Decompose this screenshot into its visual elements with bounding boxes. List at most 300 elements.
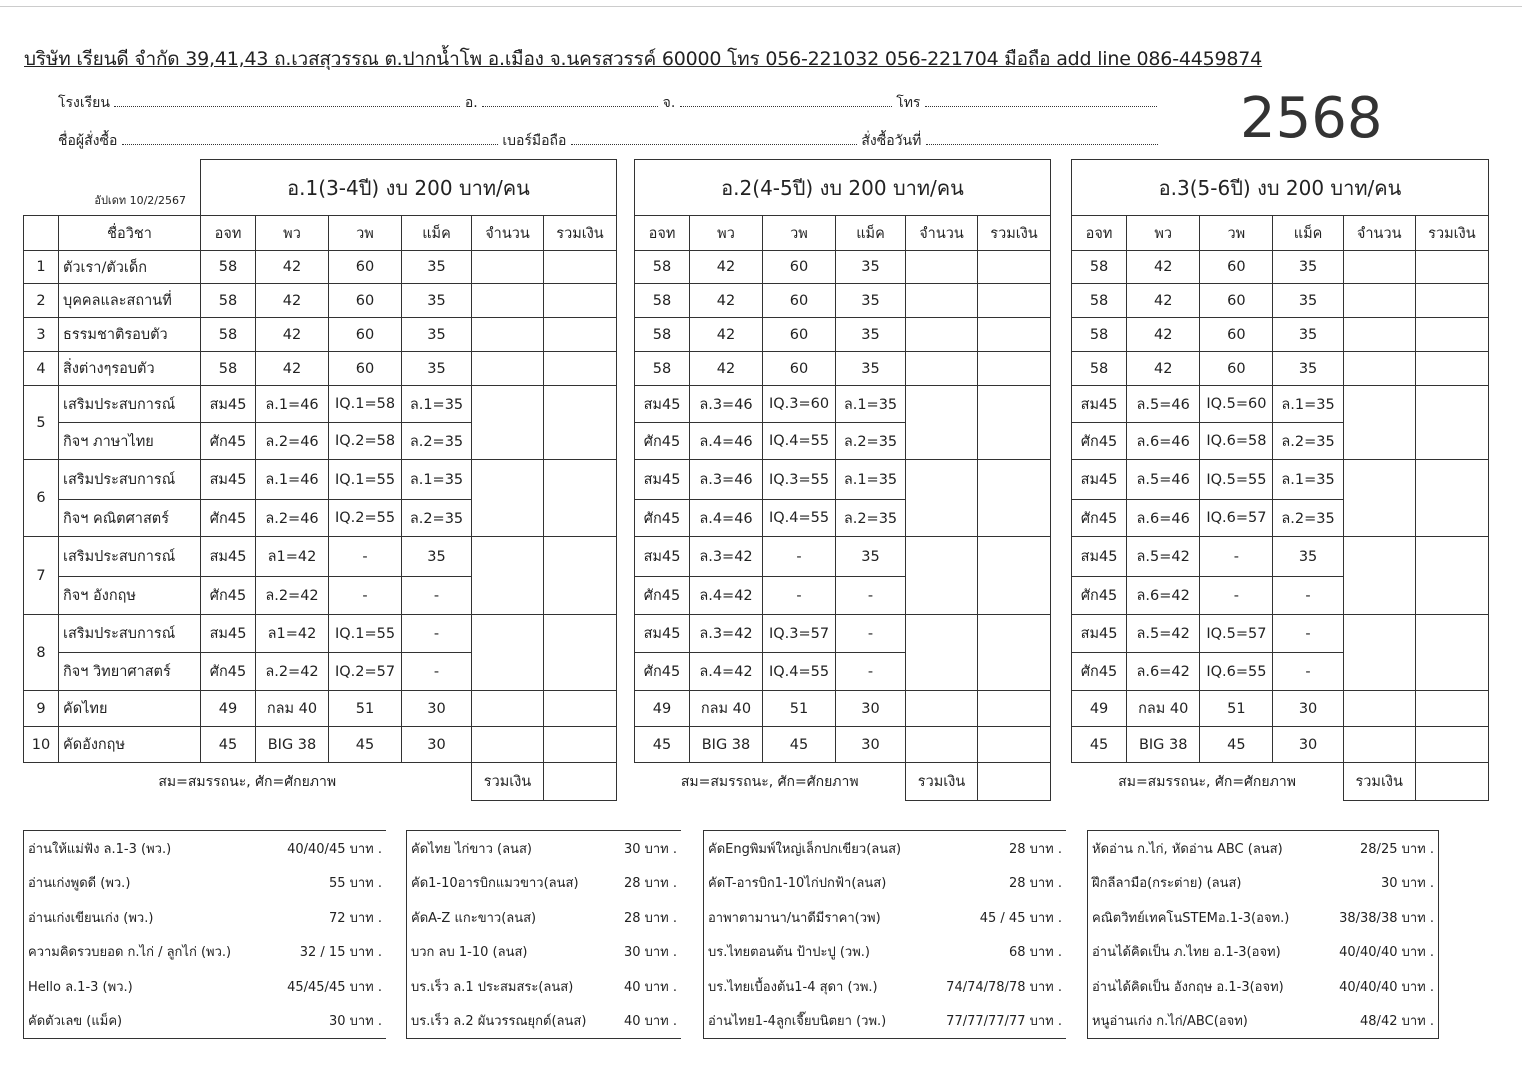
book-name: อ่านไทย1-4ลูกเจี๊ยบนิตยา (วพ.) bbox=[708, 1014, 887, 1030]
price-cell: สม45 bbox=[201, 537, 256, 577]
price-cell: ล.5=42 bbox=[1127, 615, 1200, 653]
book-item bbox=[24, 866, 386, 901]
total-input[interactable] bbox=[1415, 251, 1488, 284]
subject-number: 2 bbox=[24, 284, 59, 318]
price-cell: ล.2=46 bbox=[256, 500, 329, 537]
price-cell: ล.1=35 bbox=[1273, 386, 1343, 423]
price-cell: 42 bbox=[690, 284, 763, 318]
legend: สม=สมรรถนะ, ศัก=ศักยภาพ bbox=[680, 773, 859, 790]
quantity-input[interactable] bbox=[472, 615, 544, 691]
price-cell: 42 bbox=[256, 284, 329, 318]
price-cell: - bbox=[1200, 577, 1273, 615]
book-item bbox=[704, 969, 1066, 1004]
total-input[interactable] bbox=[544, 284, 617, 318]
price-cell: 60 bbox=[763, 352, 836, 386]
date-label: สั่งซื้อวันที่ bbox=[861, 133, 922, 149]
quantity-input[interactable] bbox=[1343, 691, 1415, 727]
total-input[interactable] bbox=[978, 460, 1051, 537]
book-name: อาพาตามานา/นาดีมีราคา(วพ) bbox=[708, 910, 881, 926]
quantity-input[interactable] bbox=[906, 386, 978, 460]
price-cell: 45 bbox=[329, 727, 402, 763]
price-cell: 35 bbox=[836, 251, 906, 284]
price-cell: IQ.5=57 bbox=[1200, 615, 1273, 653]
book-price: 28 บาท . bbox=[624, 907, 677, 928]
subject-name: ธรรมชาติรอบตัว bbox=[59, 318, 201, 352]
price-cell: ล.5=46 bbox=[1127, 386, 1200, 423]
price-cell: ล1=42 bbox=[256, 537, 329, 577]
book-price: 40/40/45 บาท . bbox=[287, 838, 382, 859]
book-name: บร.ไทยเบื้องต้น1-4 สุดา (วพ.) bbox=[708, 979, 878, 995]
school-label: โรงเรียน bbox=[58, 95, 110, 111]
price-cell: IQ.1=55 bbox=[329, 615, 402, 653]
quantity-input[interactable] bbox=[906, 460, 978, 537]
order-info-line-2 bbox=[58, 130, 1158, 152]
price-cell: ล.1=35 bbox=[836, 460, 906, 500]
book-item bbox=[407, 935, 681, 970]
price-cell: 42 bbox=[256, 251, 329, 284]
price-cell: 60 bbox=[1200, 251, 1273, 284]
price-cell: สม45 bbox=[1072, 386, 1127, 423]
quantity-input[interactable] bbox=[1343, 352, 1415, 386]
order-table-level-1 bbox=[23, 159, 617, 801]
price-cell: 35 bbox=[1273, 352, 1343, 386]
book-name: ฝึกลีลามือ(กระต่าย) (ลนส) bbox=[1092, 876, 1242, 892]
buyer-field[interactable] bbox=[122, 130, 498, 145]
price-cell: BIG 38 bbox=[690, 727, 763, 763]
price-cell: ล.1=35 bbox=[1273, 460, 1343, 500]
book-item bbox=[1088, 935, 1438, 970]
price-cell: ล.5=42 bbox=[1127, 537, 1200, 577]
total-input[interactable] bbox=[544, 460, 617, 537]
price-cell: 58 bbox=[635, 284, 690, 318]
price-cell: สม45 bbox=[1072, 537, 1127, 577]
subject-name: เสริมประสบการณ์ bbox=[59, 460, 201, 500]
book-name: หัดอ่าน ก.ไก่, หัดอ่าน ABC (ลนส) bbox=[1092, 841, 1283, 857]
price-cell: 49 bbox=[1072, 691, 1127, 727]
price-cell: สม45 bbox=[201, 386, 256, 423]
book-name: หนูอ่านเก่ง ก.ไก่/ABC(อจท) bbox=[1092, 1014, 1248, 1030]
quantity-input[interactable] bbox=[472, 460, 544, 537]
book-list-4 bbox=[1087, 830, 1439, 1039]
book-price: 77/77/77/77 บาท . bbox=[946, 1010, 1062, 1031]
book-name: คัดA-Z แกะขาว(ลนส) bbox=[411, 910, 537, 926]
price-cell: 60 bbox=[763, 318, 836, 352]
price-cell: 35 bbox=[836, 318, 906, 352]
price-cell: 42 bbox=[690, 318, 763, 352]
price-cell: ล.3=46 bbox=[690, 460, 763, 500]
total-input[interactable] bbox=[544, 615, 617, 691]
price-cell: - bbox=[1273, 615, 1343, 653]
sum-label: รวมเงิน bbox=[1343, 763, 1415, 801]
price-cell: ศัก45 bbox=[635, 577, 690, 615]
price-cell: 58 bbox=[1072, 352, 1127, 386]
total-input[interactable] bbox=[544, 691, 617, 727]
price-cell: IQ.2=58 bbox=[329, 423, 402, 460]
book-name: อ่านได้คิดเป็น ภ.ไทย อ.1-3(อจท) bbox=[1092, 945, 1281, 961]
price-cell: ศัก45 bbox=[635, 500, 690, 537]
book-item bbox=[24, 935, 386, 970]
column-header-pub2: พว bbox=[690, 216, 763, 251]
quantity-input[interactable] bbox=[906, 352, 978, 386]
price-cell: IQ.6=55 bbox=[1200, 653, 1273, 691]
total-input[interactable] bbox=[1415, 352, 1488, 386]
quantity-input[interactable] bbox=[906, 318, 978, 352]
total-input[interactable] bbox=[978, 386, 1051, 460]
total-input[interactable] bbox=[978, 691, 1051, 727]
book-item bbox=[24, 1004, 386, 1039]
book-item bbox=[704, 866, 1066, 901]
price-cell: ล.4=42 bbox=[690, 577, 763, 615]
price-cell: ล.2=35 bbox=[402, 500, 472, 537]
price-cell: ล.3=42 bbox=[690, 537, 763, 577]
price-cell: 60 bbox=[1200, 284, 1273, 318]
price-cell: IQ.2=57 bbox=[329, 653, 402, 691]
total-input[interactable] bbox=[1415, 691, 1488, 727]
price-cell: สม45 bbox=[635, 615, 690, 653]
price-cell: ศัก45 bbox=[201, 653, 256, 691]
book-item bbox=[24, 831, 386, 866]
price-cell: สม45 bbox=[635, 386, 690, 423]
price-cell: ล.6=42 bbox=[1127, 577, 1200, 615]
column-header-pub4: แม็ค bbox=[836, 216, 906, 251]
book-price: 40/40/40 บาท . bbox=[1339, 941, 1434, 962]
total-input[interactable] bbox=[1415, 318, 1488, 352]
book-price: 40 บาท . bbox=[624, 1010, 677, 1031]
book-price: 30 บาท . bbox=[624, 838, 677, 859]
book-list-1 bbox=[23, 830, 386, 1039]
column-header-total: รวมเงิน bbox=[978, 216, 1051, 251]
total-input[interactable] bbox=[544, 352, 617, 386]
total-input[interactable] bbox=[544, 386, 617, 460]
top-border bbox=[0, 6, 1522, 7]
subject-number: 10 bbox=[24, 727, 59, 763]
price-cell: ล.2=42 bbox=[256, 653, 329, 691]
grand-total-input[interactable] bbox=[978, 763, 1051, 801]
price-cell: IQ.1=55 bbox=[329, 460, 402, 500]
book-item bbox=[1088, 969, 1438, 1004]
subject-name: บุคคลและสถานที่ bbox=[59, 284, 201, 318]
updated-date: อัปเดท 10/2/2567 bbox=[94, 194, 186, 207]
price-cell: 60 bbox=[329, 318, 402, 352]
level-title: อ.3(5-6ปี) งบ 200 บาท/คน bbox=[1072, 160, 1489, 216]
no-header bbox=[24, 216, 59, 251]
grand-total-input[interactable] bbox=[544, 763, 617, 801]
total-input[interactable] bbox=[978, 727, 1051, 763]
quantity-input[interactable] bbox=[472, 284, 544, 318]
price-cell: - bbox=[763, 537, 836, 577]
price-cell: - bbox=[1273, 653, 1343, 691]
price-cell: ศัก45 bbox=[1072, 500, 1127, 537]
price-cell: 42 bbox=[1127, 352, 1200, 386]
book-price: 45 / 45 บาท . bbox=[980, 907, 1062, 928]
quantity-input[interactable] bbox=[1343, 284, 1415, 318]
subject-header: ชื่อวิชา bbox=[59, 216, 201, 251]
price-cell: 35 bbox=[402, 352, 472, 386]
column-header-pub2: พว bbox=[256, 216, 329, 251]
price-cell: ล.2=35 bbox=[836, 423, 906, 460]
price-cell: IQ.2=55 bbox=[329, 500, 402, 537]
price-cell: ศัก45 bbox=[201, 423, 256, 460]
book-name: บร.เร็ว ล.2 ผันวรรณยุกต์(ลนส) bbox=[411, 1014, 587, 1030]
sum-label: รวมเงิน bbox=[906, 763, 978, 801]
subject-name-line-2: กิจฯ คณิตศาสตร์ bbox=[59, 500, 201, 537]
price-cell: 35 bbox=[836, 284, 906, 318]
price-cell: 45 bbox=[1200, 727, 1273, 763]
quantity-input[interactable] bbox=[472, 352, 544, 386]
quantity-input[interactable] bbox=[1343, 615, 1415, 691]
book-price: 28 บาท . bbox=[1009, 872, 1062, 893]
subject-name-line-2: กิจฯ วิทยาศาสตร์ bbox=[59, 653, 201, 691]
price-cell: IQ.3=55 bbox=[763, 460, 836, 500]
book-name: บร.ไทยตอนต้น ป้าปะปู (วพ.) bbox=[708, 945, 871, 961]
subject-number: 8 bbox=[24, 615, 59, 691]
price-cell: 45 bbox=[763, 727, 836, 763]
price-cell: ศัก45 bbox=[1072, 577, 1127, 615]
total-input[interactable] bbox=[1415, 284, 1488, 318]
mobile-field[interactable] bbox=[571, 130, 857, 145]
quantity-input[interactable] bbox=[1343, 386, 1415, 460]
book-name: คณิตวิทย์เทคโนSTEMอ.1-3(อจท.) bbox=[1092, 910, 1290, 926]
book-name: คัดEngพิมพ์ใหญ่เล็กปกเขียว(ลนส) bbox=[708, 841, 902, 857]
price-cell: ศัก45 bbox=[635, 653, 690, 691]
total-input[interactable] bbox=[978, 318, 1051, 352]
book-item bbox=[407, 831, 681, 866]
book-item bbox=[704, 831, 1066, 866]
legend: สม=สมรรถนะ, ศัก=ศักยภาพ bbox=[158, 773, 337, 790]
price-cell: กลม 40 bbox=[690, 691, 763, 727]
subject-name: เสริมประสบการณ์ bbox=[59, 537, 201, 577]
subject-number: 5 bbox=[24, 386, 59, 460]
price-cell: สม45 bbox=[635, 460, 690, 500]
subject-name: ตัวเรา/ตัวเด็ก bbox=[59, 251, 201, 284]
total-input[interactable] bbox=[978, 352, 1051, 386]
price-cell: - bbox=[836, 653, 906, 691]
price-cell: - bbox=[1273, 577, 1343, 615]
price-cell: IQ.4=55 bbox=[763, 500, 836, 537]
price-cell: IQ.5=55 bbox=[1200, 460, 1273, 500]
province-label: จ. bbox=[662, 95, 676, 111]
price-cell: ล.6=46 bbox=[1127, 423, 1200, 460]
total-input[interactable] bbox=[544, 537, 617, 615]
district-label: อ. bbox=[464, 95, 478, 111]
total-input[interactable] bbox=[978, 615, 1051, 691]
subject-number: 9 bbox=[24, 691, 59, 727]
price-cell: ล.1=35 bbox=[402, 386, 472, 423]
book-name: บร.เร็ว ล.1 ประสมสระ(ลนส) bbox=[411, 979, 574, 995]
book-price: 30 บาท . bbox=[329, 1010, 382, 1031]
book-name: คัด1-10อารบิกแมวขาว(ลนส) bbox=[411, 876, 579, 892]
book-price: 40/40/40 บาท . bbox=[1339, 976, 1434, 997]
price-cell: 35 bbox=[1273, 251, 1343, 284]
price-cell: ศัก45 bbox=[1072, 423, 1127, 460]
book-price: 72 บาท . bbox=[329, 907, 382, 928]
price-cell: ล.4=46 bbox=[690, 500, 763, 537]
province-field[interactable] bbox=[680, 92, 892, 107]
price-cell: - bbox=[402, 615, 472, 653]
quantity-input[interactable] bbox=[906, 284, 978, 318]
book-item bbox=[704, 1004, 1066, 1039]
quantity-input[interactable] bbox=[472, 727, 544, 763]
total-input[interactable] bbox=[978, 537, 1051, 615]
price-cell: 45 bbox=[635, 727, 690, 763]
price-cell: สม45 bbox=[201, 460, 256, 500]
price-cell: ล.2=35 bbox=[1273, 500, 1343, 537]
price-cell: 30 bbox=[1273, 727, 1343, 763]
book-price: 48/42 บาท . bbox=[1360, 1010, 1434, 1031]
total-input[interactable] bbox=[1415, 460, 1488, 537]
total-input[interactable] bbox=[1415, 386, 1488, 460]
book-item bbox=[407, 900, 681, 935]
price-cell: กลม 40 bbox=[256, 691, 329, 727]
quantity-input[interactable] bbox=[906, 727, 978, 763]
quantity-input[interactable] bbox=[906, 691, 978, 727]
legend: สม=สมรรถนะ, ศัก=ศักยภาพ bbox=[1118, 773, 1296, 790]
subject-name-line-2: กิจฯ ภาษาไทย bbox=[59, 423, 201, 460]
price-cell: 58 bbox=[1072, 284, 1127, 318]
price-cell: ล.6=42 bbox=[1127, 653, 1200, 691]
price-cell: 49 bbox=[201, 691, 256, 727]
sum-label: รวมเงิน bbox=[472, 763, 544, 801]
price-cell: 30 bbox=[402, 691, 472, 727]
subject-name: คัดอังกฤษ bbox=[59, 727, 201, 763]
total-input[interactable] bbox=[544, 318, 617, 352]
column-header-total: รวมเงิน bbox=[544, 216, 617, 251]
price-cell: 60 bbox=[1200, 318, 1273, 352]
price-cell: 42 bbox=[690, 251, 763, 284]
quantity-input[interactable] bbox=[1343, 727, 1415, 763]
price-cell: ล.2=35 bbox=[1273, 423, 1343, 460]
price-cell: IQ.6=57 bbox=[1200, 500, 1273, 537]
price-cell: 42 bbox=[256, 318, 329, 352]
price-cell: - bbox=[1200, 537, 1273, 577]
price-cell: 49 bbox=[635, 691, 690, 727]
quantity-input[interactable] bbox=[472, 537, 544, 615]
book-name: อ่านเก่งเขียนเก่ง (พว.) bbox=[28, 910, 154, 926]
price-cell: 35 bbox=[402, 318, 472, 352]
price-cell: 58 bbox=[635, 318, 690, 352]
price-cell: 35 bbox=[1273, 318, 1343, 352]
price-cell: 58 bbox=[1072, 318, 1127, 352]
subject-name: สิ่งต่างๆรอบตัว bbox=[59, 352, 201, 386]
price-cell: 60 bbox=[763, 251, 836, 284]
quantity-input[interactable] bbox=[1343, 460, 1415, 537]
price-cell: ล.2=46 bbox=[256, 423, 329, 460]
price-cell: IQ.4=55 bbox=[763, 653, 836, 691]
book-name: บวก ลบ 1-10 (ลนส) bbox=[411, 945, 528, 961]
quantity-input[interactable] bbox=[1343, 251, 1415, 284]
price-cell: 60 bbox=[329, 251, 402, 284]
price-cell: IQ.6=58 bbox=[1200, 423, 1273, 460]
total-input[interactable] bbox=[1415, 615, 1488, 691]
quantity-input[interactable] bbox=[1343, 537, 1415, 615]
price-cell: 30 bbox=[402, 727, 472, 763]
price-cell: ล.1=35 bbox=[402, 460, 472, 500]
quantity-input[interactable] bbox=[472, 691, 544, 727]
quantity-input[interactable] bbox=[1343, 318, 1415, 352]
total-input[interactable] bbox=[1415, 537, 1488, 615]
book-price: 28 บาท . bbox=[624, 872, 677, 893]
book-name: ความคิดรวบยอด ก.ไก่ / ลูกไก่ (พว.) bbox=[28, 945, 232, 961]
price-cell: 42 bbox=[690, 352, 763, 386]
book-item bbox=[1088, 900, 1438, 935]
mobile-label: เบอร์มือถือ bbox=[502, 133, 567, 149]
quantity-input[interactable] bbox=[906, 615, 978, 691]
quantity-input[interactable] bbox=[472, 318, 544, 352]
phone-field[interactable] bbox=[925, 92, 1157, 107]
school-field[interactable] bbox=[114, 92, 460, 107]
book-item bbox=[24, 969, 386, 1004]
total-input[interactable] bbox=[544, 727, 617, 763]
grand-total-input[interactable] bbox=[1415, 763, 1488, 801]
book-list-3 bbox=[703, 830, 1066, 1039]
price-cell: BIG 38 bbox=[256, 727, 329, 763]
price-cell: 30 bbox=[836, 727, 906, 763]
column-header-pub2: พว bbox=[1127, 216, 1200, 251]
total-input[interactable] bbox=[1415, 727, 1488, 763]
quantity-input[interactable] bbox=[906, 251, 978, 284]
price-cell: 58 bbox=[201, 318, 256, 352]
order-table-level-2 bbox=[634, 159, 1051, 801]
book-name: Hello ล.1-3 (พว.) bbox=[28, 979, 133, 995]
price-cell: 58 bbox=[1072, 251, 1127, 284]
price-cell: ล.3=42 bbox=[690, 615, 763, 653]
price-cell: 42 bbox=[1127, 284, 1200, 318]
price-cell: BIG 38 bbox=[1127, 727, 1200, 763]
price-cell: ล.6=46 bbox=[1127, 500, 1200, 537]
price-cell: ศัก45 bbox=[1072, 653, 1127, 691]
price-cell: 42 bbox=[1127, 251, 1200, 284]
price-cell: สม45 bbox=[1072, 460, 1127, 500]
column-header-pub1: อจท bbox=[635, 216, 690, 251]
price-cell: - bbox=[329, 577, 402, 615]
subject-name: คัดไทย bbox=[59, 691, 201, 727]
price-cell: ล.4=42 bbox=[690, 653, 763, 691]
price-cell: 42 bbox=[256, 352, 329, 386]
price-cell: IQ.3=60 bbox=[763, 386, 836, 423]
price-cell: 35 bbox=[402, 251, 472, 284]
book-price: 55 บาท . bbox=[329, 872, 382, 893]
total-input[interactable] bbox=[544, 251, 617, 284]
total-input[interactable] bbox=[978, 251, 1051, 284]
price-cell: กลม 40 bbox=[1127, 691, 1200, 727]
book-item bbox=[704, 935, 1066, 970]
subject-name: เสริมประสบการณ์ bbox=[59, 386, 201, 423]
price-cell: 58 bbox=[635, 251, 690, 284]
total-input[interactable] bbox=[978, 284, 1051, 318]
quantity-input[interactable] bbox=[472, 386, 544, 460]
quantity-input[interactable] bbox=[472, 251, 544, 284]
price-cell: IQ.4=55 bbox=[763, 423, 836, 460]
price-cell: 35 bbox=[1273, 284, 1343, 318]
price-cell: IQ.3=57 bbox=[763, 615, 836, 653]
book-price: 38/38/38 บาท . bbox=[1339, 907, 1434, 928]
date-field[interactable] bbox=[926, 130, 1158, 145]
price-cell: ศัก45 bbox=[201, 500, 256, 537]
book-price: 68 บาท . bbox=[1009, 941, 1062, 962]
quantity-input[interactable] bbox=[906, 537, 978, 615]
district-field[interactable] bbox=[482, 92, 658, 107]
order-info-line-1 bbox=[58, 92, 1157, 114]
price-cell: 35 bbox=[836, 352, 906, 386]
book-name: อ่านเก่งพูดดี (พว.) bbox=[28, 876, 131, 892]
price-cell: 42 bbox=[1127, 318, 1200, 352]
column-header-pub4: แม็ค bbox=[402, 216, 472, 251]
price-cell: - bbox=[836, 615, 906, 653]
column-header-qty: จำนวน bbox=[472, 216, 544, 251]
book-price: 28/25 บาท . bbox=[1360, 838, 1434, 859]
year: 2568 bbox=[1240, 86, 1383, 151]
price-cell: 30 bbox=[836, 691, 906, 727]
